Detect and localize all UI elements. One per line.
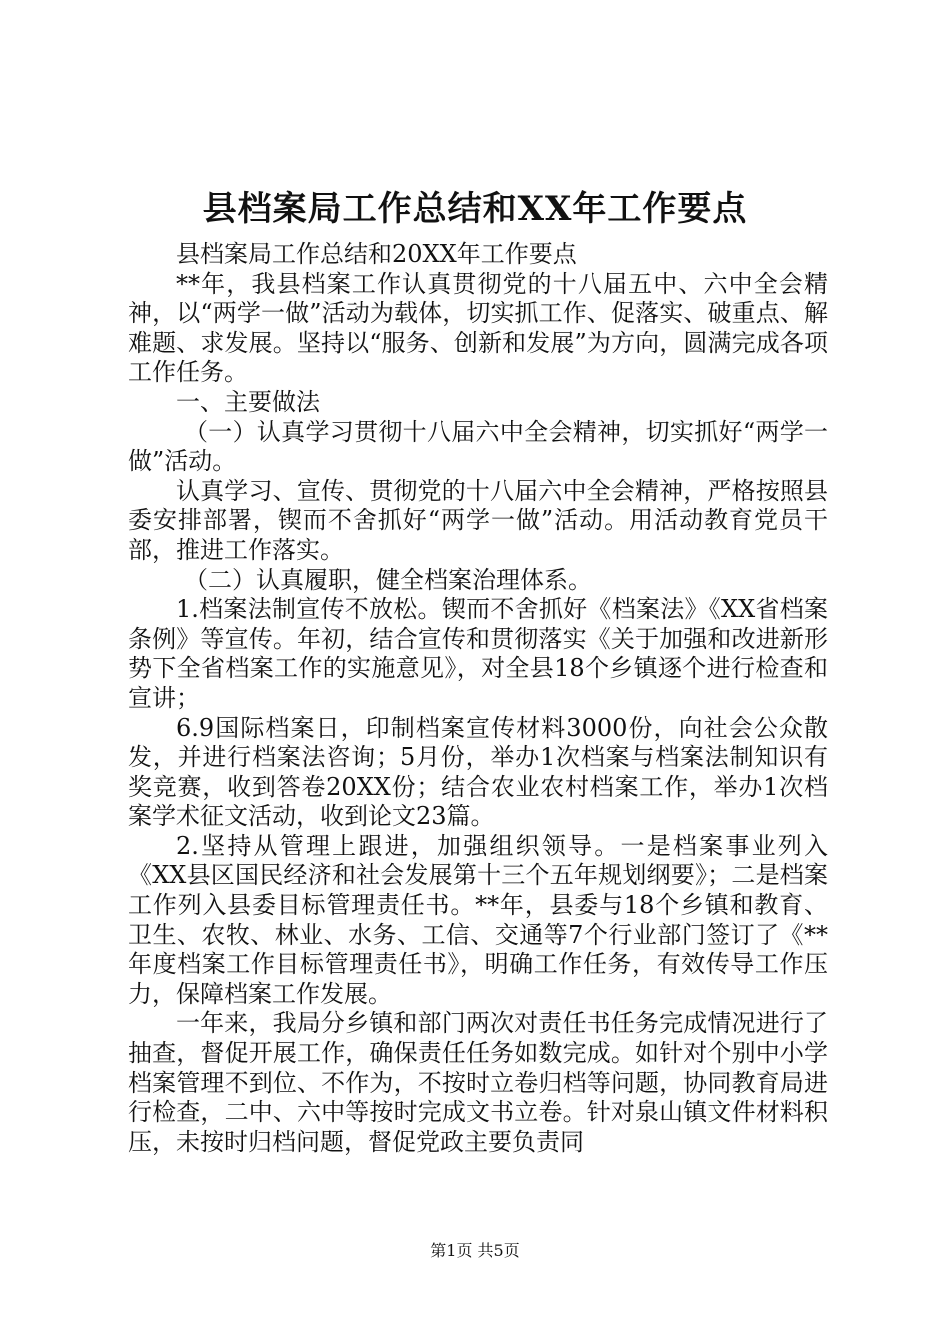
section-heading: 一、主要做法 bbox=[176, 387, 320, 416]
body-paragraph: 一年来，我局分乡镇和部门两次对责任书任务完成情况进行了抽查，督促开展工作，确保责任任务如数完成。如针对个别中小学档案管理不到位、不作为，不按时立卷归档等问题，协同教育局进行检查，二中、六中等按时完成文书立卷。针对泉山镇文件材料积压，未按时归档问题，督促党政主要负责同 bbox=[128, 1009, 828, 1156]
document-body bbox=[128, 240, 828, 1157]
subsection-heading-1: （一）认真学习贯彻十八届六中全会精神，切实抓好“两学一做”活动。 bbox=[128, 417, 828, 476]
body-paragraph: 2.坚持从管理上跟进，加强组织领导。一是档案事业列入《XX县区国民经济和社会发展第十三个五年规划纲要》；二是档案工作列入县委目标管理责任书。**年，县委与18个乡镇和教育、卫生、农牧、林业、水务、工信、交通等7个行业部门签订了《**年度档案工作目标管理责任书》，明确工作任务，有效传导工作压力，保障档案工作发展。 bbox=[128, 831, 828, 1008]
subsection-heading-2: （二）认真履职，健全档案治理体系。 bbox=[184, 565, 592, 594]
intro-paragraph: **年，我县档案工作认真贯彻党的十八届五中、六中全会精神，以“两学一做”活动为载体，切实抓工作、促落实、破重点、解难题、求发展。坚持以“服务、创新和发展”为方向，圆满完成各项工作任务。 bbox=[128, 269, 828, 387]
document-title: 县档案局工作总结和XX年工作要点 bbox=[202, 189, 748, 229]
body-paragraph: 6.9国际档案日，印制档案宣传材料3000份，向社会公众散发，并进行档案法咨询；5月份，举办1次档案与档案法制知识有奖竞赛，收到答卷20XX份；结合农业农村档案工作，举办1次档案学术征文活动，收到论文23篇。 bbox=[128, 713, 828, 831]
body-paragraph: 1.档案法制宣传不放松。锲而不舍抓好《档案法》《XX省档案条例》等宣传。年初，结合宣传和贯彻落实《关于加强和改进新形势下全省档案工作的实施意见》，对全县18个乡镇逐个进行检查和宣讲； bbox=[128, 595, 828, 712]
body-paragraph: 认真学习、宣传、贯彻党的十八届六中全会精神，严格按照县委安排部署，锲而不舍抓好“两学一做”活动。用活动教育党员干部，推进工作落实。 bbox=[128, 476, 828, 564]
page-number-footer: 第1页 共5页 bbox=[430, 1241, 520, 1260]
subtitle-paragraph: 县档案局工作总结和20XX年工作要点 bbox=[176, 240, 577, 268]
